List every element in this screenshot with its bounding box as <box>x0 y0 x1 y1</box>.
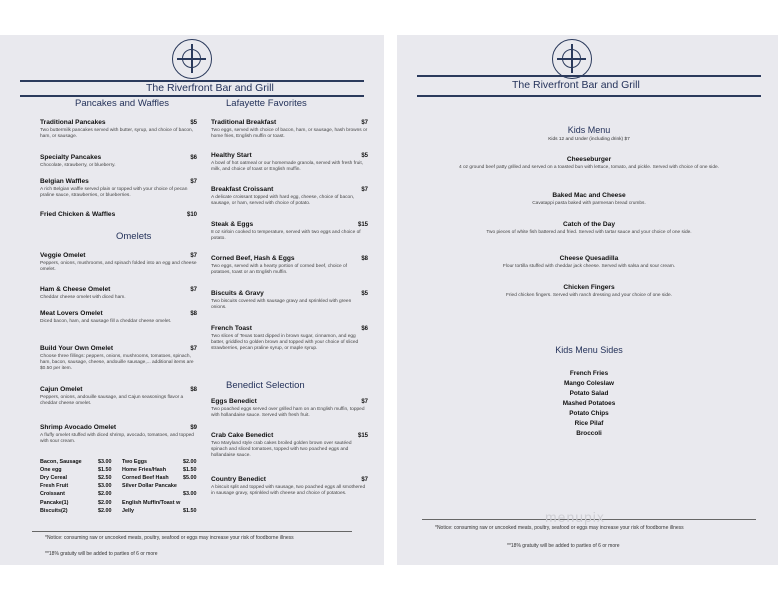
menu-item-price: $8 <box>190 387 197 393</box>
menu-item-description: A biscuit split and topped with sausage, two poached eggs all smothered in sausage gravy, sprinkled with cheese and choice of potatoes. <box>211 485 366 497</box>
menu-item-description: Two biscuits covered with sausage gravy and sprinkled with green onions. <box>211 299 352 311</box>
menu-item-price: $5 <box>190 120 197 126</box>
kids-side-item: Mango Coleslaw <box>563 380 615 387</box>
menu-item-name: Chicken Fingers <box>563 284 615 291</box>
section-title-lafayette: Lafayette Favorites <box>226 98 307 109</box>
menu-item <box>211 432 368 460</box>
menu-item-name: Meat Lovers Omelet <box>40 310 103 317</box>
menu-item-description: Diced bacon, ham, and sausage fill a cheddar cheese omelet. <box>40 319 172 324</box>
menu-item <box>211 325 368 353</box>
menu-item <box>40 286 197 301</box>
menu-item-price: $5 <box>361 291 368 297</box>
side-cell: Pancake(1) <box>40 499 69 506</box>
side-cell: $2.00 <box>183 459 197 465</box>
menu-item-description: A rich Belgian waffle served plain or topped with your choice of pecan praline sauce, strawberries, or blueberries. <box>40 187 188 199</box>
side-cell: $3.00 <box>98 459 112 465</box>
menu-item-price: $7 <box>190 179 197 185</box>
menu-item <box>40 154 197 169</box>
menu-item-description: Fried chicken fingers. Served with ranch dressing and your choice of one side. <box>505 293 673 298</box>
side-cell: Corned Beef Hash <box>122 475 169 482</box>
menu-item <box>40 119 197 140</box>
menu-item-description: Chocolate, strawberry, or blueberry. <box>40 163 116 168</box>
menu-item <box>447 192 731 207</box>
side-cell: Home Fries/Hash <box>122 467 167 474</box>
menu-item-price: $6 <box>361 326 368 332</box>
kids-side-item: Mashed Potatoes <box>562 400 616 407</box>
menu-item <box>211 119 368 140</box>
header-rule-top <box>417 75 761 77</box>
gratuity-text: **18% gratuity will be added to parties of 6 or more <box>45 551 158 557</box>
side-cell: $2.50 <box>98 475 112 482</box>
menu-item-name: Breakfast Croissant <box>211 186 274 193</box>
menu-item-name: Belgian Waffles <box>40 178 89 185</box>
menu-item <box>40 310 197 325</box>
watermark: menupix <box>545 509 605 525</box>
menu-item-description: Two Maryland style crab cakes broiled golden brown over sautéed spinach and sliced tomatoes, topped with two poached eggs and hollandaise sauce. <box>211 441 352 459</box>
menu-item <box>211 221 368 242</box>
menu-item-price: $7 <box>190 287 197 293</box>
menu-item-name: Corned Beef, Hash & Eggs <box>211 255 295 262</box>
menu-item-price: $15 <box>357 433 368 439</box>
side-cell: Two Eggs <box>122 459 148 465</box>
side-cell: $2.00 <box>98 499 112 506</box>
menu-item-description: Two poached eggs served over grilled ham on an English muffin, topped with hollandaise sauce. Served with fresh fruit. <box>211 407 365 419</box>
menu-item-description: Two pieces of white fish battered and fried. Served with tartar sauce and your choice of one side. <box>486 230 692 235</box>
side-cell: One egg <box>40 467 62 474</box>
menu-item <box>211 255 368 276</box>
menu-item <box>40 178 197 199</box>
menu-item-description: 8 oz sirloin cooked to temperature, served with two eggs and choice of potato. <box>211 230 361 242</box>
side-cell: $2.00 <box>98 491 112 498</box>
menu-item-name: Cajun Omelet <box>40 386 83 393</box>
menu-item-name: Traditional Breakfast <box>211 119 277 126</box>
menu-item-price: $7 <box>361 477 368 483</box>
restaurant-logo <box>172 39 212 79</box>
side-cell: Fresh Fruit <box>40 483 69 490</box>
side-cell: Bacon, Sausage <box>40 459 82 465</box>
menu-item-name: Baked Mac and Cheese <box>552 192 626 199</box>
menu-item-name: Biscuits & Gravy <box>211 290 264 297</box>
menu-item-price: $15 <box>357 222 368 228</box>
menu-item-name: Country Benedict <box>211 476 266 483</box>
menu-item-name: Traditional Pancakes <box>40 119 106 126</box>
menu-item-name: French Toast <box>211 325 252 332</box>
kids-side-item: French Fries <box>569 370 609 377</box>
kids-menu-subtitle: Kids 12 and Under (including drink) $7 <box>548 137 630 142</box>
menu-item-name: Cheese Quesadilla <box>559 255 619 262</box>
side-cell: $3.00 <box>98 483 112 490</box>
menu-item <box>211 476 368 497</box>
menu-item-price: $8 <box>190 311 197 317</box>
menu-item-description: Flour tortilla stuffed with cheddar jack cheese. Served with salsa and sour cream. <box>502 264 676 269</box>
notice-text: *Notice: consuming raw or uncooked meats, poultry, seafood or eggs may increase your risk of foodborne illness <box>45 535 294 541</box>
menu-item-name: Specialty Pancakes <box>40 154 102 161</box>
menu-item-description: Cavatappi pasta baked with parmesan bread crumbs. <box>532 201 646 206</box>
section-title-pancakes: Pancakes and Waffles <box>75 98 169 109</box>
menu-page-left <box>0 35 384 565</box>
header-rule-bottom <box>20 95 364 97</box>
menu-item-price: $7 <box>361 120 368 126</box>
kids-side-item: Potato Chips <box>569 410 609 417</box>
side-cell: Silver Dollar Pancake <box>122 483 177 490</box>
menu-item-name: Build Your Own Omelet <box>40 345 114 352</box>
kids-side-item: Rice Pilaf <box>574 420 604 427</box>
menu-item-name: Cheeseburger <box>566 156 612 163</box>
menu-item-description: Peppers, onions, mushrooms, and spinach folded into an egg and cheese omelet. <box>40 261 197 273</box>
menu-item <box>40 252 197 273</box>
menu-item-price: $8 <box>361 256 368 262</box>
menu-item-price: $7 <box>361 187 368 193</box>
menu-item-name: Veggie Omelet <box>40 252 86 259</box>
menu-item <box>447 255 731 270</box>
menu-item-price: $10 <box>186 212 197 218</box>
menu-item <box>211 398 368 419</box>
menu-item-price: $9 <box>190 425 197 431</box>
menu-item-name: Crab Cake Benedict <box>211 432 274 439</box>
menu-item <box>447 284 731 299</box>
kids-sides-title: Kids Menu Sides <box>555 345 623 355</box>
menu-item-description: Two eggs, served with a hearty portion of corned beef, choice of potatoes, toast or an English muffin. <box>211 264 347 276</box>
menu-item-name: Catch of the Day <box>562 221 616 228</box>
menu-item <box>447 221 731 236</box>
restaurant-title: The Riverfront Bar and Grill <box>512 79 640 91</box>
menu-item-description: Two slices of Texas toast dipped in brown sugar, cinnamon, and egg batter, griddled to golden brown and topped with your choice of sliced strawberries, pecan praline syrup, or maple syrup. <box>211 334 359 352</box>
menu-item-price: $7 <box>190 253 197 259</box>
menu-item-price: $6 <box>190 155 197 161</box>
menu-item <box>40 211 197 219</box>
section-title-benedict: Benedict Selection <box>226 380 305 391</box>
menu-item-name: Ham & Cheese Omelet <box>40 286 111 293</box>
side-cell: $1.50 <box>183 467 197 474</box>
side-cell: $2.00 <box>98 507 112 514</box>
side-cell: Dry Cereal <box>40 475 67 482</box>
menu-item <box>211 152 368 173</box>
menu-item-description: Two eggs, served with choice of bacon, ham, or sausage, hash browns or home fries, English muffin or toast. <box>211 128 368 140</box>
notice-rule <box>32 531 352 532</box>
gratuity-text: **18% gratuity will be added to parties of 6 or more <box>507 543 620 549</box>
side-cell: $1.50 <box>183 507 197 514</box>
section-title-omelets: Omelets <box>116 231 152 242</box>
kids-menu-title: Kids Menu <box>567 125 611 135</box>
menu-item-name: Eggs Benedict <box>211 398 257 405</box>
notice-text: *Notice: consuming raw or uncooked meats, poultry, seafood or eggs may increase your risk of foodborne illness <box>435 525 684 531</box>
side-cell: Croissant <box>40 491 65 498</box>
menu-item-description: Cheddar cheese omelet with diced ham. <box>40 295 126 300</box>
menu-item-description: Two buttermilk pancakes served with butter, syrup, and choice of bacon, ham, or sausage. <box>40 128 194 140</box>
kids-side-item: Potato Salad <box>569 390 609 397</box>
menu-item <box>40 386 197 407</box>
side-cell: $1.50 <box>98 467 112 474</box>
menu-item-name: Shrimp Avocado Omelet <box>40 424 117 431</box>
restaurant-title: The Riverfront Bar and Grill <box>146 82 274 94</box>
menu-item <box>211 290 368 311</box>
side-cell: Biscuits(2) <box>40 507 68 514</box>
menu-item-description: Choose three fillings: peppers, onions, mushrooms, tomatoes, spinach, ham, bacon, sausage, cheese, andouille sausage,... additional items are $0.50 per item. <box>40 354 194 372</box>
menu-item <box>211 186 368 207</box>
menu-item-price: $7 <box>190 346 197 352</box>
menu-item-description: Peppers, onions, andouille sausage, and Cajun seasonings flavor a cheddar cheese omelet. <box>40 395 184 407</box>
menu-item-description: 4 oz ground beef patty grilled and served on a toasted bun with lettuce, tomato, and pickle. Served with choice of one side. <box>459 165 719 170</box>
menu-item <box>40 345 197 373</box>
restaurant-logo <box>552 39 592 79</box>
side-cell: $5.00 <box>183 475 197 482</box>
menu-item-description: A bowl of hot oatmeal or our homemade granola, served with fresh fruit, milk, and choice of toast or English muffin. <box>211 161 363 173</box>
side-cell: English Muffin/Toast w <box>122 499 181 506</box>
kids-side-item: Broccoli <box>576 430 602 437</box>
menu-item-name: Healthy Start <box>211 152 252 159</box>
menu-page-right <box>397 35 778 565</box>
header-rule-bottom <box>417 95 761 97</box>
menu-item <box>40 424 197 445</box>
menu-item-price: $5 <box>361 153 368 159</box>
menu-item <box>447 156 731 171</box>
side-cell: $3.00 <box>183 491 197 498</box>
menu-item-price: $7 <box>361 399 368 405</box>
menu-item-name: Steak & Eggs <box>211 221 254 228</box>
menu-item-description: A fluffy omelet stuffed with diced shrimp, avocado, tomatoes, and topped with sour cream. <box>40 433 194 445</box>
side-cell: Jelly <box>122 507 134 514</box>
menu-item-description: A delicate croissant topped with hard egg, cheese, choice of bacon, sausage, or ham, served with choice of potato. <box>211 195 355 207</box>
menu-item-name: Fried Chicken & Waffles <box>40 211 116 218</box>
